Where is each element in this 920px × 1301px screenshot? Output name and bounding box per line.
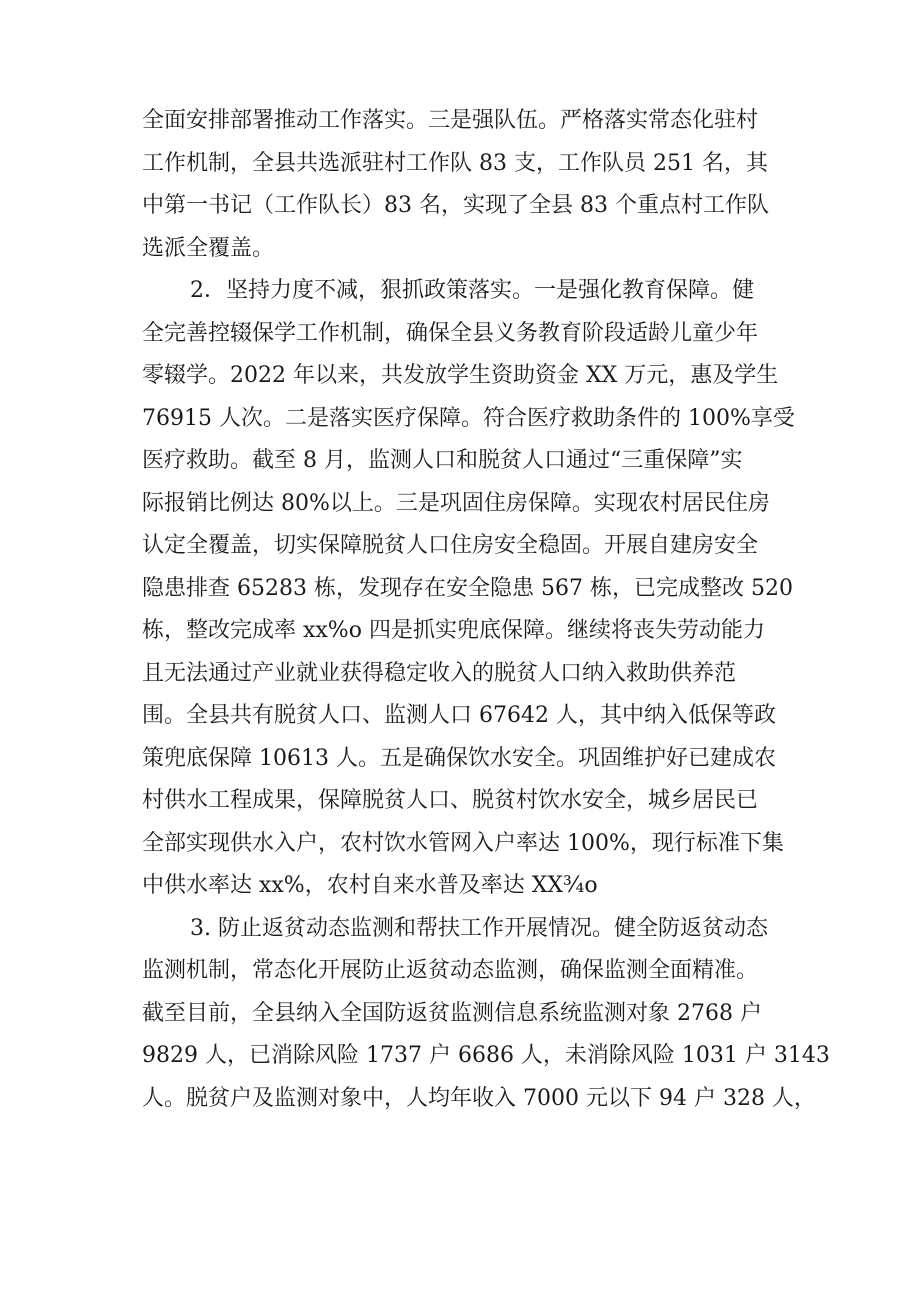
- text-line: 认定全覆盖，切实保障脱贫人口住房安全稳固。开展自建房安全: [142, 533, 759, 558]
- text-line: 策兜底保障 10613 人。五是确保饮水安全。巩固维护好已建成农: [142, 745, 776, 771]
- text-line: 隐患排查 65283 栋，发现存在安全隐患 567 栋，已完成整改 520: [142, 575, 793, 601]
- text-line: 医疗救助。截至 8 月，监测人口和脱贫人口通过“三重保障”实: [142, 448, 743, 473]
- text-line: 全面安排部署推动工作落实。三是强队伍。严格落实常态化驻村: [142, 108, 759, 133]
- text-line: 中供水率达 xx%，农村自来水普及率达 XX¾o: [142, 873, 598, 898]
- text-line: 围。全县共有脱贫人口、监测人口 67642 人，其中纳入低保等政: [142, 703, 776, 728]
- text-line: 全完善控辍保学工作机制，确保全县义务教育阶段适龄儿童少年: [142, 320, 759, 346]
- text-line: 村供水工程成果，保障脱贫人口、脱贫村饮水安全，城乡居民已: [142, 788, 759, 813]
- paragraph-heading-line: 3. 防止返贫动态监测和帮扶工作开展情况。健全防返贫动态: [190, 915, 768, 941]
- document-body: [142, 100, 830, 1120]
- text-line: 且无法通过产业就业获得稳定收入的脱贫人口纳入救助供养范: [142, 660, 737, 686]
- text-line: 栋，整改完成率 xx%o 四是抓实兜底保障。继续将丧失劳动能力: [142, 618, 765, 643]
- paragraph-heading-line: 2．坚持力度不减，狠抓政策落实。一是强化教育保障。健: [190, 278, 754, 303]
- text-line: 中第一书记（工作队长）83 名，实现了全县 83 个重点村工作队: [142, 193, 769, 218]
- text-line: 76915 人次。二是落实医疗保障。符合医疗救助条件的 100%享受: [142, 405, 795, 431]
- text-line: 截至目前，全县纳入全国防返贫监测信息系统监测对象 2768 户: [142, 1000, 762, 1026]
- text-line: 监测机制，常态化开展防止返贫动态监测，确保监测全面精准。: [142, 958, 759, 983]
- text-line: 全部实现供水入户，农村饮水管网入户率达 100%，现行标准下集: [142, 830, 784, 856]
- text-line: 工作机制，全县共选派驻村工作队 83 支，工作队员 251 名，其: [142, 150, 768, 176]
- text-line: 选派全覆盖。: [142, 235, 275, 261]
- text-line: 9829 人，已消除风险 1737 户 6686 人，未消除风险 1031 户 3143: [142, 1043, 830, 1068]
- text-line: 际报销比例达 80%以上。三是巩固住房保障。实现农村居民住房: [142, 490, 770, 516]
- text-line: 人。脱贫户及监测对象中，人均年收入 7000 元以下 94 户 328 人，: [142, 1085, 816, 1111]
- text-line: 零辍学。2022 年以来，共发放学生资助资金 XX 万元，惠及学生: [142, 363, 779, 388]
